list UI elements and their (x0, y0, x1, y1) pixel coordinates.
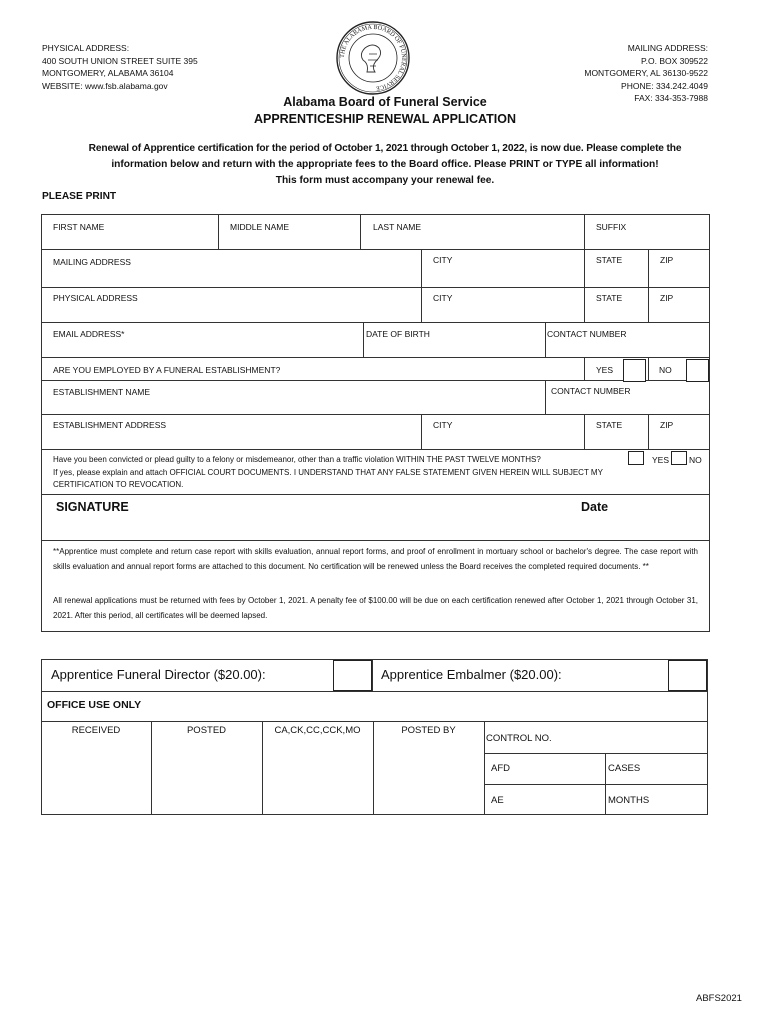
fee-embalmer-label: Apprentice Embalmer ($20.00): (381, 667, 562, 682)
conviction-question (53, 454, 603, 492)
physical-address-field[interactable]: PHYSICAL ADDRESS (53, 293, 138, 303)
intro-line3: This form must accompany your renewal fee. (275, 175, 495, 186)
seal-text: THE ALABAMA BOARD OF FUNERAL SERVICE (338, 23, 408, 92)
conviction-line3: CERTIFICATION TO REVOCATION. (53, 480, 184, 489)
establishment-name-field[interactable]: ESTABLISHMENT NAME (53, 387, 150, 397)
conviction-line2: If yes, please explain and attach OFFICIAL COURT DOCUMENTS. I UNDERSTAND THAT ANY FALSE STATEMENT GIVEN HEREIN WILL SUBJECT MY (53, 467, 603, 477)
office-posted-field[interactable]: POSTED (186, 725, 227, 736)
notes-paragraph-2: All renewal applications must be returned with fees by October 1, 2021. A penalty fee of $100.00 will be due on each certification renewed after October 1, 2021 through October 31, 2021. After this period, all certificates will be deemed lapsed. (53, 596, 698, 620)
last-name-field[interactable]: LAST NAME (373, 222, 422, 232)
website: WEBSITE: www.fsb.alabama.gov (42, 80, 168, 91)
fee-director-checkbox[interactable] (333, 660, 372, 691)
mailing-state-field[interactable]: STATE (596, 255, 623, 265)
intro-line2: information below and return with the appropriate fees to the Board office. Please PRINT or TYPE all information! (111, 159, 659, 170)
dob-field[interactable]: DATE OF BIRTH (366, 329, 430, 339)
mailing-address-label: MAILING ADDRESS: (627, 43, 708, 53)
middle-name-field[interactable]: MIDDLE NAME (230, 222, 290, 232)
physical-zip-field[interactable]: ZIP (660, 293, 674, 303)
office-months-field[interactable]: MONTHS (608, 795, 650, 806)
employed-question: ARE YOU EMPLOYED BY A FUNERAL ESTABLISHMENT? (53, 365, 281, 375)
conviction-no-checkbox[interactable] (671, 451, 687, 465)
office-control-no-field[interactable]: CONTROL NO. (486, 733, 552, 744)
physical-address-line1: 400 SOUTH UNION STREET SUITE 395 (42, 55, 198, 66)
mailing-zip-field[interactable]: ZIP (660, 255, 674, 265)
establishment-contact-field[interactable]: CONTACT NUMBER (551, 386, 631, 396)
office-payment-codes-field[interactable]: CA,CK,CC,CCK,MO (274, 725, 361, 736)
establishment-city-field[interactable]: CITY (433, 420, 453, 430)
board-seal-icon (335, 20, 411, 96)
employed-no-checkbox[interactable] (686, 359, 709, 382)
establishment-state-field[interactable]: STATE (596, 420, 623, 430)
phone: PHONE: 334.242.4049 (621, 80, 708, 91)
first-name-field[interactable]: FIRST NAME (53, 222, 105, 232)
physical-city-field[interactable]: CITY (433, 293, 453, 303)
physical-address-label: PHYSICAL ADDRESS: (42, 43, 130, 53)
employed-no-label: NO (659, 365, 672, 375)
contact-number-field[interactable]: CONTACT NUMBER (547, 329, 627, 339)
mailing-address-line1: P.O. BOX 309522 (641, 55, 708, 66)
fax: FAX: 334-353-7988 (634, 93, 708, 103)
mailing-city-field[interactable]: CITY (433, 255, 453, 265)
conviction-yes-checkbox[interactable] (628, 451, 644, 465)
fee-embalmer-checkbox[interactable] (668, 660, 707, 691)
date-field[interactable]: Date (581, 500, 609, 514)
mailing-address-field[interactable]: MAILING ADDRESS (53, 257, 131, 267)
conviction-line1: Have you been convicted or plead guilty to a felony or misdemeanor, other than a traffic violation WITHIN THE PAST TWELVE MONTHS? (53, 455, 541, 464)
intro-line1: Renewal of Apprentice certification for the period of October 1, 2021 through October 1, 2022, is now due. Please complete the (88, 143, 682, 154)
office-ae-field[interactable]: AE (491, 795, 504, 806)
establishment-zip-field[interactable]: ZIP (660, 420, 674, 430)
office-afd-field[interactable]: AFD (491, 763, 510, 774)
mailing-address-block (584, 42, 708, 105)
office-cases-field[interactable]: CASES (608, 763, 641, 774)
physical-state-field[interactable]: STATE (596, 293, 623, 303)
form-title: APPRENTICESHIP RENEWAL APPLICATION (253, 112, 517, 126)
please-print-label: PLEASE PRINT (42, 191, 117, 202)
suffix-field[interactable]: SUFFIX (596, 222, 627, 232)
employed-yes-label: YES (596, 365, 614, 375)
office-posted-by-field[interactable]: POSTED BY (401, 725, 456, 736)
office-received-field[interactable]: RECEIVED (71, 725, 121, 736)
physical-address-block (42, 42, 198, 92)
board-name: Alabama Board of Funeral Service (283, 95, 487, 109)
office-use-title: OFFICE USE ONLY (47, 699, 142, 711)
email-field[interactable]: EMAIL ADDRESS* (53, 329, 125, 339)
signature-field[interactable]: SIGNATURE (56, 500, 129, 514)
notes-paragraph-1: **Apprentice must complete and return case report with skills evaluation, annual report forms, and proof of enrollment in mortuary school or bachelor's degree. The case report with skills evaluation and annual report forms are attached to this document. No certification will be renewed unless the Board receives the completed required documents. ** (53, 547, 698, 571)
physical-address-line2: MONTGOMERY, ALABAMA 36104 (42, 68, 174, 78)
conviction-no-label: NO (689, 455, 702, 465)
fee-and-office-section (41, 659, 708, 815)
employed-yes-checkbox[interactable] (623, 359, 646, 382)
form-code: ABFS2021 (696, 993, 742, 1004)
establishment-address-field[interactable]: ESTABLISHMENT ADDRESS (53, 420, 167, 430)
mailing-address-line2: MONTGOMERY, AL 36130-9522 (584, 68, 708, 78)
fee-director-label: Apprentice Funeral Director ($20.00): (51, 667, 266, 682)
conviction-yes-label: YES (652, 455, 670, 465)
